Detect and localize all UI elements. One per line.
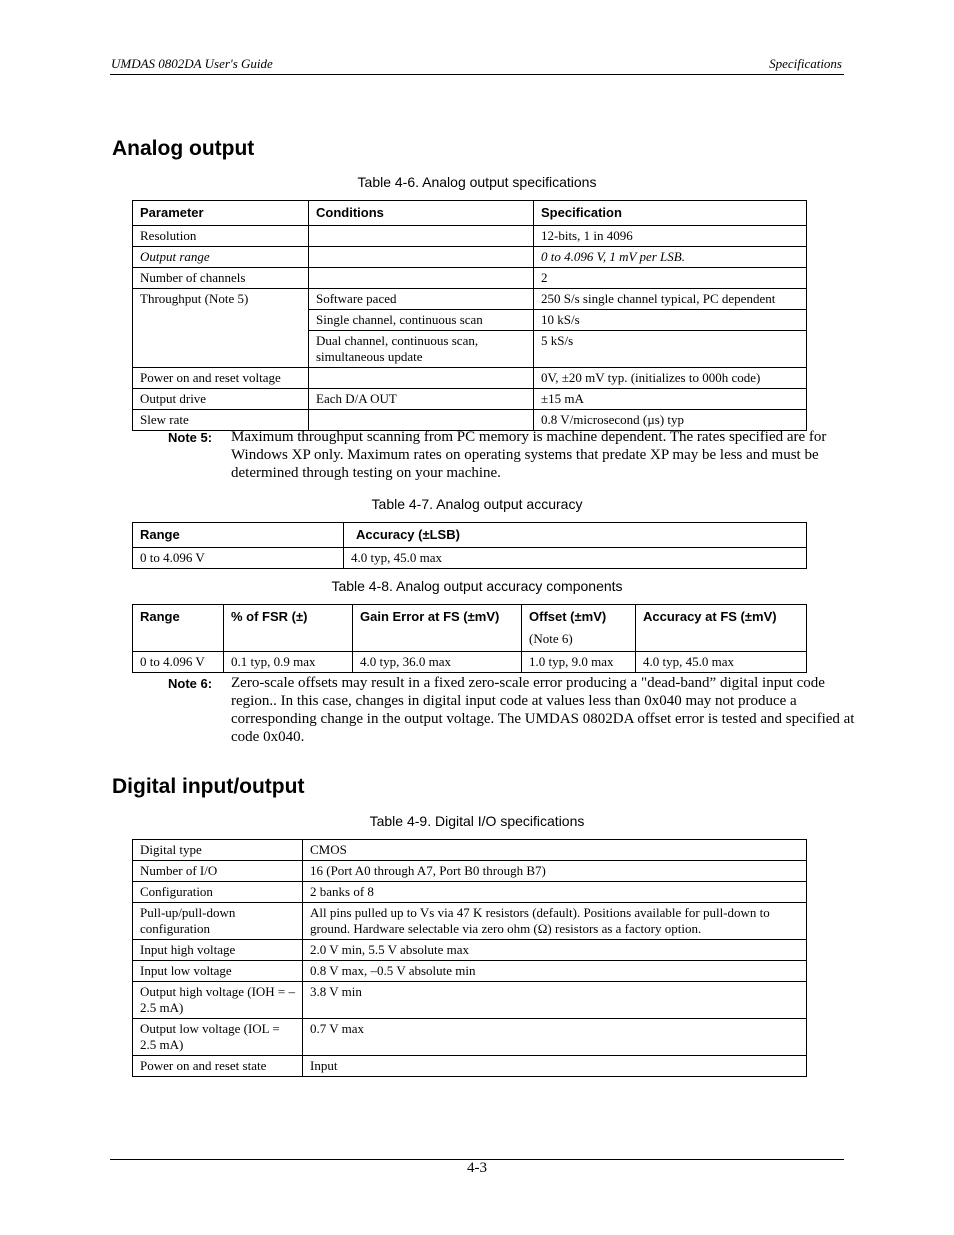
column-header: Gain Error at FS (±mV)	[353, 605, 522, 652]
running-header-title: UMDAS 0802DA User's Guide	[111, 56, 273, 71]
spec-cell: Input	[303, 1056, 807, 1077]
table-row	[133, 548, 807, 569]
param-cell: Power on and reset voltage	[133, 368, 309, 389]
spec-cell: 12-bits, 1 in 4096	[534, 226, 807, 247]
header-rule	[110, 74, 844, 75]
column-header: % of FSR (±)	[224, 605, 353, 652]
range-cell: 0 to 4.096 V	[133, 652, 224, 673]
table-4-6-caption: Table 4-6. Analog output specifications	[357, 174, 597, 190]
param-cell: Input high voltage	[133, 940, 303, 961]
table-row	[133, 1019, 807, 1056]
table-row	[133, 940, 807, 961]
param-cell: Output range	[133, 247, 309, 268]
column-header-label: Offset (±mV)	[529, 609, 607, 624]
table-row	[133, 1056, 807, 1077]
column-header: Range	[133, 605, 224, 652]
param-cell: Configuration	[133, 882, 303, 903]
condition-cell	[309, 226, 534, 247]
spec-cell: 250 S/s single channel typical, PC dependent	[534, 289, 807, 310]
table-analog-output-accuracy-components	[132, 604, 807, 673]
param-cell: Digital type	[133, 840, 303, 861]
table-row	[133, 840, 807, 861]
param-cell: Number of I/O	[133, 861, 303, 882]
note-text: Zero-scale offsets may result in a fixed zero-scale error producing a "dead-band” digital input code region.. In this case, changes in digital input code at values less than 0x040 may not produce a corresponding change in the output voltage. The UMDAS 0802DA offset error is tested and specified at code 0x040.	[231, 675, 855, 745]
table-header-row	[133, 605, 807, 652]
param-cell: Number of channels	[133, 268, 309, 289]
running-header-section: Specifications	[769, 56, 842, 71]
spec-cell: 10 kS/s	[534, 310, 807, 331]
condition-cell: Each D/A OUT	[309, 389, 534, 410]
spec-cell: 0.8 V/microsecond (µs) typ	[534, 410, 807, 431]
spec-cell: 0V, ±20 mV typ. (initializes to 000h code)	[534, 368, 807, 389]
table-row	[133, 652, 807, 673]
spec-cell: 2.0 V min, 5.5 V absolute max	[303, 940, 807, 961]
section-heading-digital-io: Digital input/output	[112, 775, 305, 798]
page-number: 4-3	[467, 1160, 487, 1176]
section-heading-analog-output: Analog output	[112, 137, 255, 160]
table-row	[133, 961, 807, 982]
condition-cell	[309, 368, 534, 389]
condition-cell: Dual channel, continuous scan, simultaneous update	[309, 331, 534, 368]
param-cell: Output low voltage (IOL = 2.5 mA)	[133, 1019, 303, 1056]
range-cell: 0 to 4.096 V	[133, 548, 344, 569]
table-4-9-caption: Table 4-9. Digital I/O specifications	[369, 813, 585, 829]
table-row	[133, 268, 807, 289]
param-cell: Input low voltage	[133, 961, 303, 982]
table-row	[133, 247, 807, 268]
spec-cell: 0.7 V max	[303, 1019, 807, 1056]
accuracy-cell: 4.0 typ, 45.0 max	[344, 548, 807, 569]
param-cell: Throughput (Note 5)	[133, 289, 309, 368]
condition-cell: Single channel, continuous scan	[309, 310, 534, 331]
spec-cell: 16 (Port A0 through A7, Port B0 through B7)	[303, 861, 807, 882]
fsr-cell: 0.1 typ, 0.9 max	[224, 652, 353, 673]
param-cell: Output high voltage (IOH = –2.5 mA)	[133, 982, 303, 1019]
note-text: Maximum throughput scanning from PC memory is machine dependent. The rates specified are for Windows XP only. Maximum rates on operating systems that predate XP may be less and must be determined through testing on your machine.	[231, 429, 827, 481]
gain-error-cell: 4.0 typ, 36.0 max	[353, 652, 522, 673]
column-header: Accuracy at FS (±mV)	[636, 605, 807, 652]
table-row	[133, 882, 807, 903]
table-analog-output-accuracy	[132, 522, 807, 569]
table-4-8-caption: Table 4-8. Analog output accuracy components	[331, 578, 623, 594]
condition-cell	[309, 247, 534, 268]
column-header: Parameter	[133, 201, 309, 226]
column-header: Accuracy (±LSB)	[344, 523, 807, 548]
table-analog-output-specs	[132, 200, 807, 431]
param-cell: Resolution	[133, 226, 309, 247]
table-row	[133, 289, 807, 310]
table-header-row	[133, 523, 807, 548]
spec-cell: CMOS	[303, 840, 807, 861]
column-header-offset	[522, 605, 636, 652]
param-cell: Pull-up/pull-down configuration	[133, 903, 303, 940]
table-digital-io-specs	[132, 839, 807, 1077]
note-label: Note 6:	[168, 676, 213, 691]
spec-cell: 0 to 4.096 V, 1 mV per LSB.	[534, 247, 807, 268]
condition-cell	[309, 268, 534, 289]
spec-cell: All pins pulled up to Vs via 47 K resistors (default). Positions available for pull-down to ground. Hardware selectable via zero ohm (Ω) resistors as a factory option.	[303, 903, 807, 940]
spec-cell: ±15 mA	[534, 389, 807, 410]
column-header: Conditions	[309, 201, 534, 226]
table-row	[133, 226, 807, 247]
param-cell: Slew rate	[133, 410, 309, 431]
accuracy-cell: 4.0 typ, 45.0 max	[636, 652, 807, 673]
offset-cell: 1.0 typ, 9.0 max	[522, 652, 636, 673]
param-cell: Power on and reset state	[133, 1056, 303, 1077]
table-row	[133, 861, 807, 882]
spec-cell: 5 kS/s	[534, 331, 807, 368]
spec-cell: 2	[534, 268, 807, 289]
column-header: Specification	[534, 201, 807, 226]
column-header: Range	[133, 523, 344, 548]
spec-cell: 0.8 V max, –0.5 V absolute min	[303, 961, 807, 982]
offset-note-ref: (Note 6)	[529, 631, 573, 646]
table-row	[133, 903, 807, 940]
table-4-7-caption: Table 4-7. Analog output accuracy	[371, 496, 583, 512]
condition-cell: Software paced	[309, 289, 534, 310]
table-header-row	[133, 201, 807, 226]
param-cell: Output drive	[133, 389, 309, 410]
table-row	[133, 368, 807, 389]
spec-cell: 2 banks of 8	[303, 882, 807, 903]
table-row	[133, 389, 807, 410]
spec-cell: 3.8 V min	[303, 982, 807, 1019]
table-row	[133, 982, 807, 1019]
note-label: Note 5:	[168, 430, 213, 445]
